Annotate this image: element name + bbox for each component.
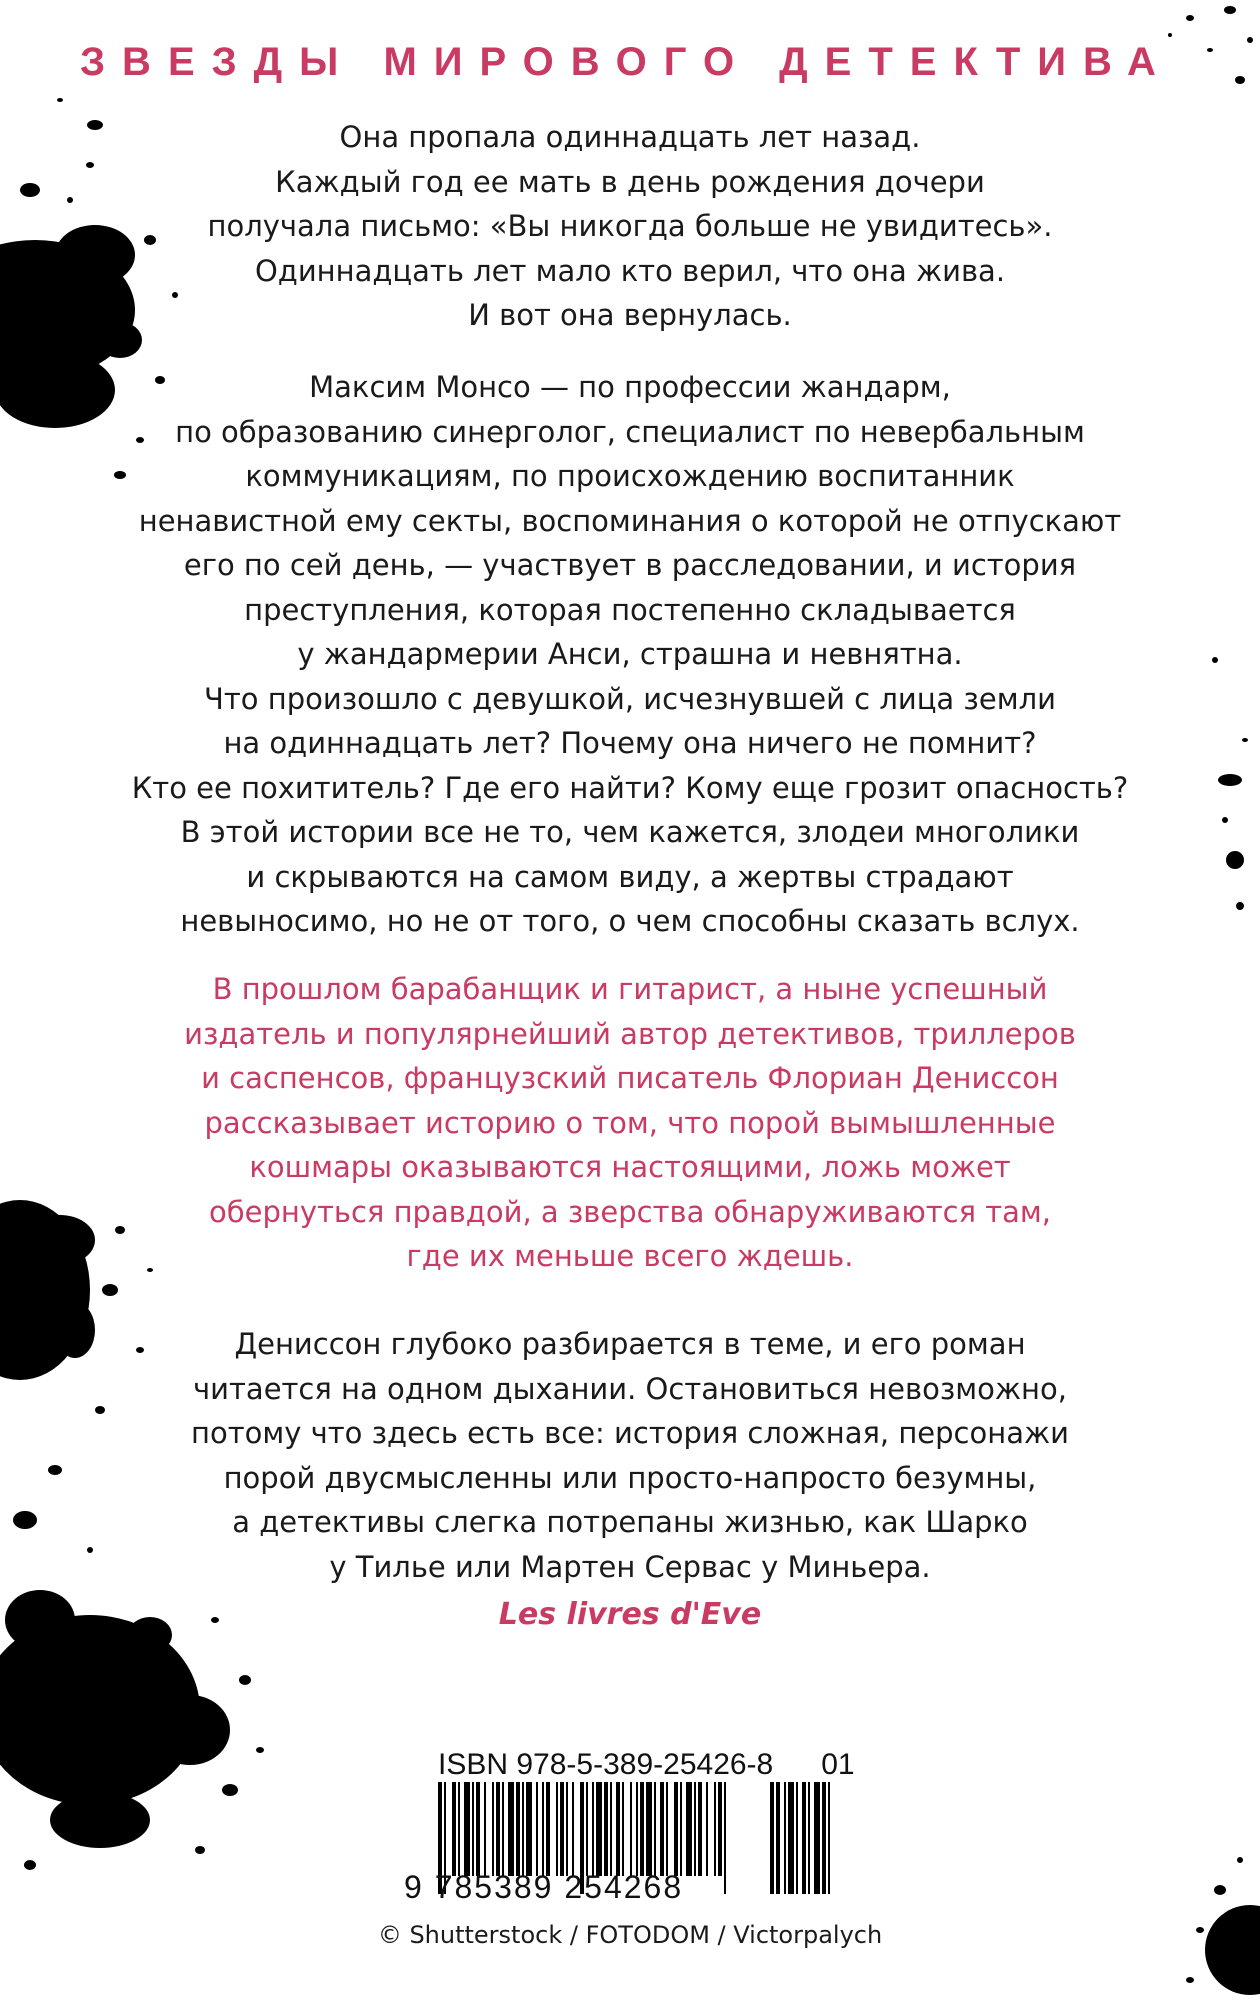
barcode-bar — [724, 1782, 726, 1894]
barcode-bar — [502, 1782, 504, 1876]
barcode-addon-bar — [802, 1782, 806, 1894]
isbn-number: 978-5-389-25426-8 — [516, 1748, 774, 1781]
barcode-bar — [666, 1782, 668, 1876]
author-line: В прошлом барабанщик и гитарист, а ныне успешный — [212, 972, 1048, 1006]
plot-line: преступления, которая постепенно складывается — [244, 592, 1016, 627]
plot-line: Что произошло с девушкой, исчезнувшей с лица земли — [204, 681, 1056, 716]
author-line: обернуться правдой, а зверства обнаруживаются там, — [208, 1194, 1051, 1229]
barcode-bar — [536, 1782, 538, 1876]
barcode-bar — [622, 1782, 624, 1876]
plot-line: Кто ее похититель? Где его найти? Кому еще грозит опасность? — [131, 770, 1129, 805]
barcode-bar — [610, 1782, 612, 1876]
plot-line: В этой истории все не то, чем кажется, злодеи многолики — [180, 815, 1080, 849]
review-line: потому что здесь есть все: история сложная, персонажи — [191, 1416, 1069, 1450]
plot-line: невыносимо, но не от того, о чем способны сказать вслух. — [180, 904, 1080, 938]
barcode-bar — [492, 1782, 494, 1876]
plot-line: по образованию синерголог, специалист по невербальным — [175, 414, 1085, 449]
barcode-bar — [522, 1782, 524, 1876]
barcode-bar — [706, 1782, 708, 1876]
barcode-bar — [472, 1782, 474, 1876]
barcode-addon-bar — [808, 1782, 810, 1894]
isbn-label: ISBN — [438, 1748, 509, 1781]
author-line: кошмары оказываются настоящими, ложь может — [249, 1150, 1011, 1184]
barcode-bar — [464, 1782, 470, 1876]
barcode-addon-bar — [828, 1782, 830, 1894]
photo-credit: © Shutterstock / FOTODOM / Victorpalych — [377, 1921, 883, 1949]
barcode-bar — [516, 1782, 520, 1876]
intro-line: Каждый год ее мать в день рождения дочери — [275, 164, 985, 199]
barcode-bar — [616, 1782, 620, 1876]
author-line: рассказывает историю о том, что порой вымышленные — [204, 1105, 1056, 1140]
barcode-bar — [596, 1782, 602, 1876]
barcode-bar — [572, 1782, 574, 1876]
barcode-bar — [680, 1782, 682, 1876]
barcode-addon-bar — [796, 1782, 798, 1894]
barcode-bar — [484, 1782, 486, 1876]
isbn-barcode — [390, 1748, 855, 1908]
barcode-addon-bar — [822, 1782, 826, 1894]
barcode-bar — [508, 1782, 514, 1876]
barcode-bar — [542, 1782, 544, 1876]
barcode-addon-bar — [814, 1782, 820, 1894]
series-title: ЗВЕЗДЫ МИРОВОГО ДЕТЕКТИВА — [80, 40, 1173, 84]
barcode-addon-bar — [770, 1782, 774, 1894]
barcode-bar — [654, 1782, 656, 1876]
plot-line: его по сей день, — участвует в расследовании, и история — [183, 548, 1077, 582]
barcode-bar — [586, 1782, 588, 1876]
barcode-bar — [694, 1782, 696, 1876]
barcode-bar — [686, 1782, 692, 1876]
plot-line: на одиннадцать лет? Почему она ничего не помнит? — [223, 726, 1037, 760]
barcode-bar — [560, 1782, 564, 1876]
barcode-bar — [604, 1782, 608, 1876]
barcode-bar — [660, 1782, 664, 1876]
barcode-bar — [640, 1782, 644, 1876]
barcode-bar — [546, 1782, 550, 1876]
barcode-bar — [452, 1782, 456, 1876]
barcode-bar — [714, 1782, 716, 1876]
review-line: а детективы слегка потрепаны жизнью, как Шарко — [232, 1505, 1028, 1539]
barcode-digits: 9 785389 254268 — [404, 1869, 684, 1905]
barcode-bar — [636, 1782, 638, 1876]
intro-line: Одиннадцать лет мало кто верил, что она жива. — [254, 253, 1006, 288]
isbn-addon: 01 — [821, 1748, 855, 1781]
intro-line: Она пропала одиннадцать лет назад. — [339, 120, 921, 154]
barcode-addon-bar — [788, 1782, 794, 1894]
review-line: порой двусмысленны или просто-напросто безумны, — [223, 1460, 1037, 1495]
plot-line: и скрываются на самом виду, а жертвы страдают — [246, 859, 1014, 894]
isbn-text — [438, 1748, 855, 1782]
barcode-bar — [718, 1782, 722, 1876]
barcode-bar — [698, 1782, 702, 1876]
author-line: где их меньше всего ждешь. — [406, 1239, 854, 1273]
barcode-bar — [496, 1782, 500, 1876]
barcode-bar — [630, 1782, 632, 1876]
review-line: Дениссон глубоко разбирается в теме, и его роман — [234, 1327, 1026, 1361]
barcode-bar — [566, 1782, 568, 1876]
about-author-paragraph — [100, 967, 1160, 1279]
plot-paragraph — [100, 365, 1160, 944]
plot-line: Максим Монсо — по профессии жандарм, — [309, 370, 951, 404]
intro-line: получала письмо: «Вы никогда больше не увидитесь». — [207, 209, 1053, 243]
barcode-bar — [556, 1782, 558, 1876]
barcode-bar — [458, 1782, 460, 1876]
ink-splatter-right — [1180, 640, 1260, 940]
plot-line: коммуникациям, по происхождению воспитанник — [245, 459, 1015, 493]
barcode-addon-bar — [776, 1782, 780, 1894]
review-line: у Тилье или Мартен Сервас у Миньера. — [329, 1549, 931, 1584]
intro-line: И вот она вернулась. — [468, 298, 792, 332]
intro-paragraph — [100, 115, 1160, 338]
barcode-addon-bar — [784, 1782, 786, 1894]
plot-line: ненавистной ему секты, воспоминания о которой не отпускают — [138, 503, 1122, 538]
barcode-bar — [476, 1782, 480, 1876]
plot-line: у жандармерии Анси, страшна и невнятна. — [297, 637, 963, 671]
review-source: Les livres d'Eve — [498, 1597, 762, 1632]
ink-splatter-bottom-right — [1170, 1830, 1260, 2000]
author-line: издатель и популярнейший автор детективов, триллеров — [184, 1016, 1076, 1051]
barcode-bar — [592, 1782, 594, 1876]
barcode-bar — [674, 1782, 678, 1876]
barcode-bar — [646, 1782, 652, 1876]
review-quote — [100, 1322, 1160, 1589]
barcode-bar — [526, 1782, 532, 1876]
author-line: и саспенсов, французский писатель Флориан Дениссон — [201, 1061, 1059, 1095]
review-line: читается на одном дыхании. Остановиться невозможно, — [193, 1371, 1067, 1406]
